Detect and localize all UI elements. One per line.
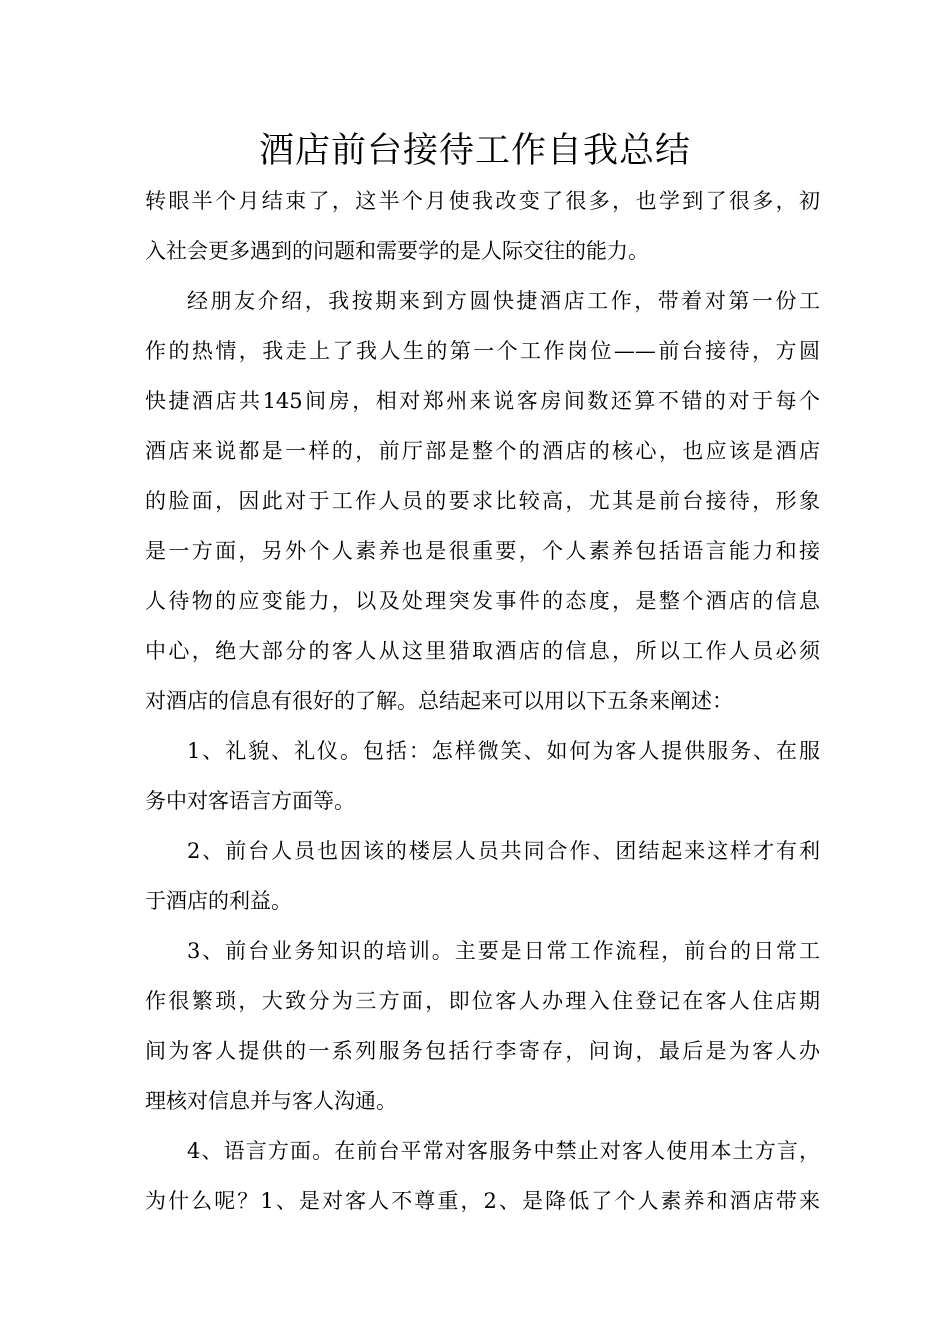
text-line: 是一方面，另外个人素养也是很重要，个人素养包括语言能力和接 bbox=[145, 539, 820, 563]
text-line: 3、前台业务知识的培训。主要是日常工作流程，前台的日常工 bbox=[187, 939, 820, 963]
text-line: 经朋友介绍，我按期来到方圆快捷酒店工作，带着对第一份工 bbox=[187, 289, 820, 313]
text-line: 酒店来说都是一样的，前厅部是整个的酒店的核心，也应该是酒店 bbox=[145, 439, 820, 463]
text-line: 作很繁琐，大致分为三方面，即位客人办理入住登记在客人住店期 bbox=[145, 989, 820, 1013]
text-line: 为什么呢？1、是对客人不尊重，2、是降低了个人素养和酒店带来 bbox=[145, 1189, 820, 1213]
document-title: 酒店前台接待工作自我总结 bbox=[258, 131, 691, 171]
text-line: 作的热情，我走上了我人生的第一个工作岗位——前台接待，方圆 bbox=[145, 339, 820, 363]
text-line: 的脸面，因此对于工作人员的要求比较高，尤其是前台接待，形象 bbox=[145, 489, 820, 513]
text-line: 4、语言方面。在前台平常对客服务中禁止对客人使用本土方言， bbox=[187, 1139, 820, 1163]
text-line: 快捷酒店共145间房，相对郑州来说客房间数还算不错的对于每个 bbox=[145, 389, 820, 413]
text-line: 入社会更多遇到的问题和需要学的是人际交往的能力。 bbox=[145, 239, 649, 263]
text-line: 对酒店的信息有很好的了解。总结起来可以用以下五条来阐述： bbox=[145, 689, 733, 713]
text-line: 转眼半个月结束了，这半个月使我改变了很多，也学到了很多，初 bbox=[145, 189, 820, 213]
text-line: 1、礼貌、礼仪。包括：怎样微笑、如何为客人提供服务、在服 bbox=[187, 739, 820, 763]
text-line: 间为客人提供的一系列服务包括行李寄存，问询，最后是为客人办 bbox=[145, 1039, 820, 1063]
text-line: 2、前台人员也因该的楼层人员共同合作、团结起来这样才有利 bbox=[187, 839, 820, 863]
text-line: 理核对信息并与客人沟通。 bbox=[145, 1089, 397, 1113]
text-line: 务中对客语言方面等。 bbox=[145, 789, 355, 813]
text-line: 人待物的应变能力，以及处理突发事件的态度，是整个酒店的信息 bbox=[145, 589, 820, 613]
text-line: 中心，绝大部分的客人从这里猎取酒店的信息，所以工作人员必须 bbox=[145, 639, 820, 663]
text-line: 于酒店的利益。 bbox=[145, 889, 292, 913]
